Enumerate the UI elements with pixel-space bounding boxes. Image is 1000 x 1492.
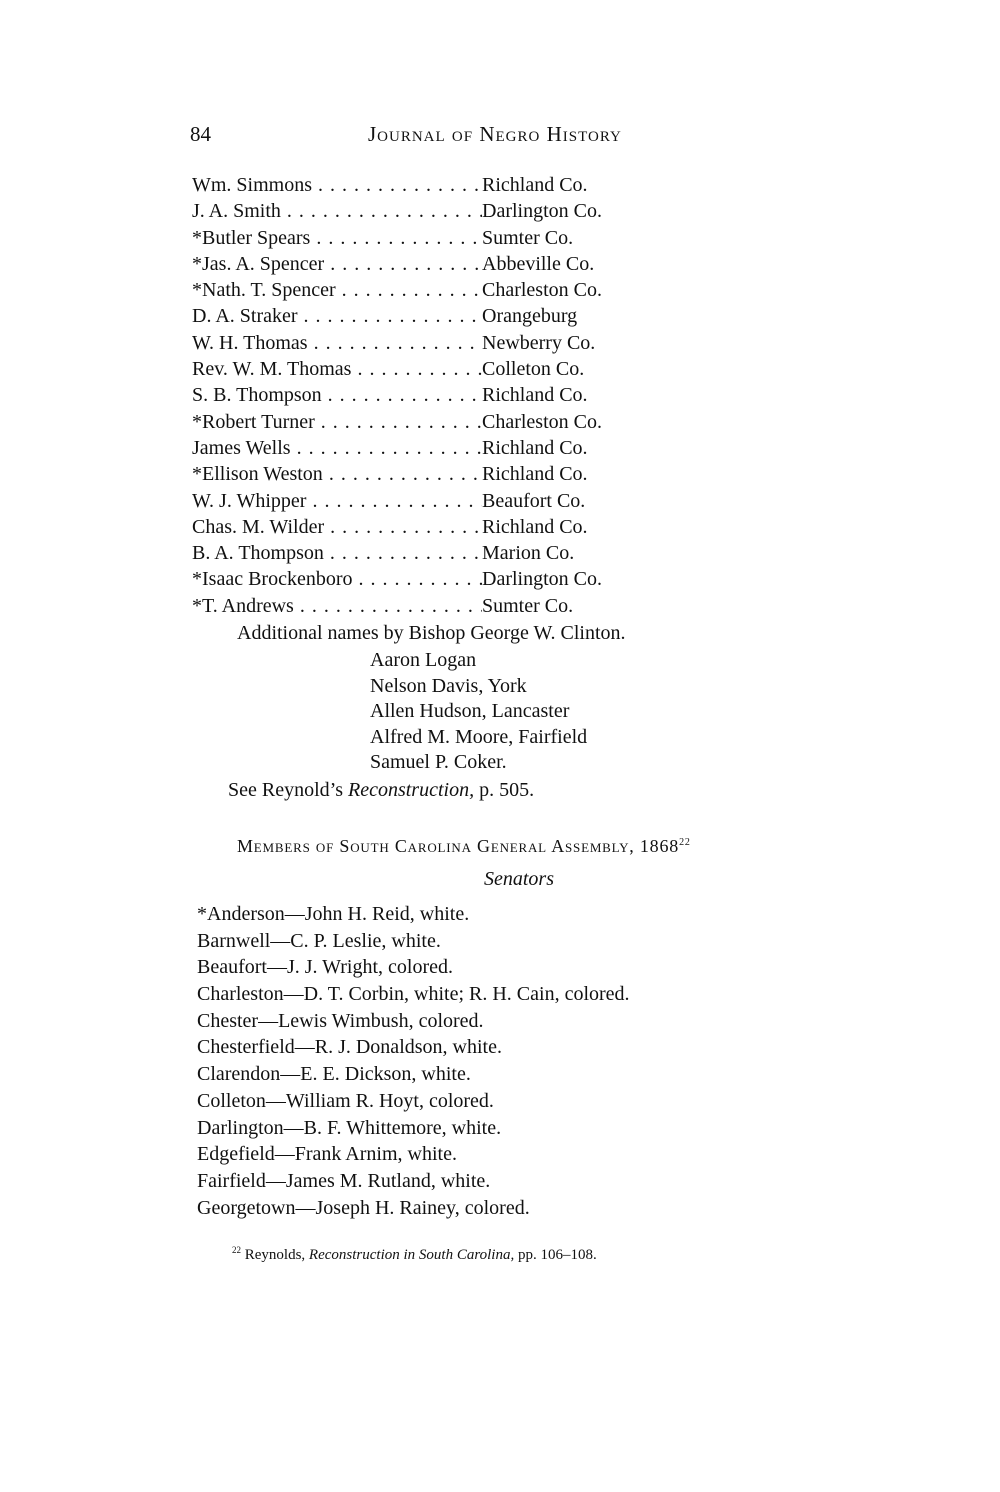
senator-entry: Beaufort—J. J. Wright, colored. [197,956,453,979]
roster-name: Rev. W. M. Thomas . . . [192,356,482,382]
roster-county: Darlington Co. [482,568,602,591]
additional-name: Aaron Logan [370,649,477,671]
roster-name: D. A. Straker . . . [192,303,482,329]
reference-title: Reconstruction, [348,779,475,801]
roster-row [192,540,662,566]
reference-note [228,777,534,803]
roster-county: Sumter Co. [482,226,574,249]
roster-row [192,461,662,487]
roster-row [192,330,662,356]
roster-row [192,488,662,514]
senator-entry: Fairfield—James M. Rutland, white. [197,1169,491,1192]
roster-name: James Wells . . . [192,435,482,461]
roster-county: Abbeville Co. [482,252,595,275]
roster-row [192,198,662,224]
section-title [237,830,691,859]
roster-row [192,277,662,303]
roster-list [192,172,662,619]
roster-county: Charleston Co. [482,410,602,433]
roster-name: W. H. Thomas . . . [192,330,482,356]
roster-county: Sumter Co. [482,594,574,617]
reference-suffix: p. 505. [474,779,535,801]
additional-name: Nelson Davis, York [370,674,527,697]
roster-name: *Ellison Weston . . . [192,461,482,487]
additional-names-note: Additional names by Bishop George W. Clinton. [237,622,626,644]
additional-name: Samuel P. Coker. [370,751,507,774]
roster-county: Marion Co. [482,542,575,565]
roster-name: *T. Andrews . . . [192,593,482,619]
additional-name: Alfred M. Moore, Fairfield [370,725,588,748]
roster-name: Chas. M. Wilder . . . [192,514,482,540]
roster-county: Beaufort Co. [482,489,586,512]
roster-name: W. J. Whipper . . . [192,488,482,514]
running-head: Journal of Negro History [368,122,622,146]
senators-list [197,901,630,1221]
roster-row [192,382,662,408]
roster-row [192,566,662,592]
roster-name: *Jas. A. Spencer . . . [192,251,482,277]
footnote-suffix: pp. 106–108. [514,1247,597,1263]
senator-entry: Clarendon—E. E. Dickson, white. [197,1063,471,1086]
senators-subheading: Senators [484,868,554,890]
senator-entry: Colleton—William R. Hoyt, colored. [197,1089,494,1112]
footnote-prefix: Reynolds, [241,1247,309,1263]
roster-county: Richland Co. [482,515,588,538]
roster-row [192,303,662,329]
roster-row [192,435,662,461]
senator-entry: Edgefield—Frank Arnim, white. [197,1143,457,1166]
footnote-marker: 22 [232,1245,241,1255]
roster-row [192,356,662,382]
section-title-text: Members of South Carolina General Assembly, 1868 [237,836,680,856]
roster-name: *Nath. T. Spencer . . . [192,277,482,303]
roster-county: Charleston Co. [482,279,602,302]
senator-entry: Darlington—B. F. Whittemore, white. [197,1116,502,1139]
roster-row [192,593,662,619]
roster-name: *Robert Turner . . . [192,409,482,435]
page-number: 84 [190,122,211,146]
roster-county: Richland Co. [482,463,588,486]
senator-entry: Chester—Lewis Wimbush, colored. [197,1009,484,1032]
roster-county: Colleton Co. [482,358,585,381]
roster-name: S. B. Thompson . . . [192,382,482,408]
roster-county: Orangeburg [482,305,578,328]
footnote-title: Reconstruction in South Carolina, [308,1247,515,1263]
additional-name: Allen Hudson, Lancaster [370,700,570,723]
roster-name: Wm. Simmons . . . [192,172,482,198]
roster-row [192,251,662,277]
additional-names-list [370,647,587,775]
roster-row [192,514,662,540]
roster-row [192,172,662,198]
roster-name: B. A. Thompson . . . [192,540,482,566]
roster-name: J. A. Smith . . . [192,198,482,224]
roster-county: Darlington Co. [482,200,602,223]
roster-county: Richland Co. [482,436,588,459]
senator-entry: Charleston—D. T. Corbin, white; R. H. Cain, colored. [197,983,630,1006]
roster-county: Richland Co. [482,384,588,407]
footnote [232,1237,597,1268]
senator-entry: Chesterfield—R. J. Donaldson, white. [197,1036,502,1059]
footnote-reference: 22 [679,837,691,848]
roster-name: *Isaac Brockenboro . . . [192,566,482,592]
senator-entry: Georgetown—Joseph H. Rainey, colored. [197,1196,530,1219]
roster-row [192,225,662,251]
roster-row [192,409,662,435]
roster-county: Richland Co. [482,174,588,196]
senator-entry: Barnwell—C. P. Leslie, white. [197,929,441,952]
reference-prefix: See Reynold’s [228,779,348,801]
roster-county: Newberry Co. [482,331,596,354]
roster-name: *Butler Spears . . . [192,225,482,251]
senator-entry: *Anderson—John H. Reid, white. [197,903,470,925]
